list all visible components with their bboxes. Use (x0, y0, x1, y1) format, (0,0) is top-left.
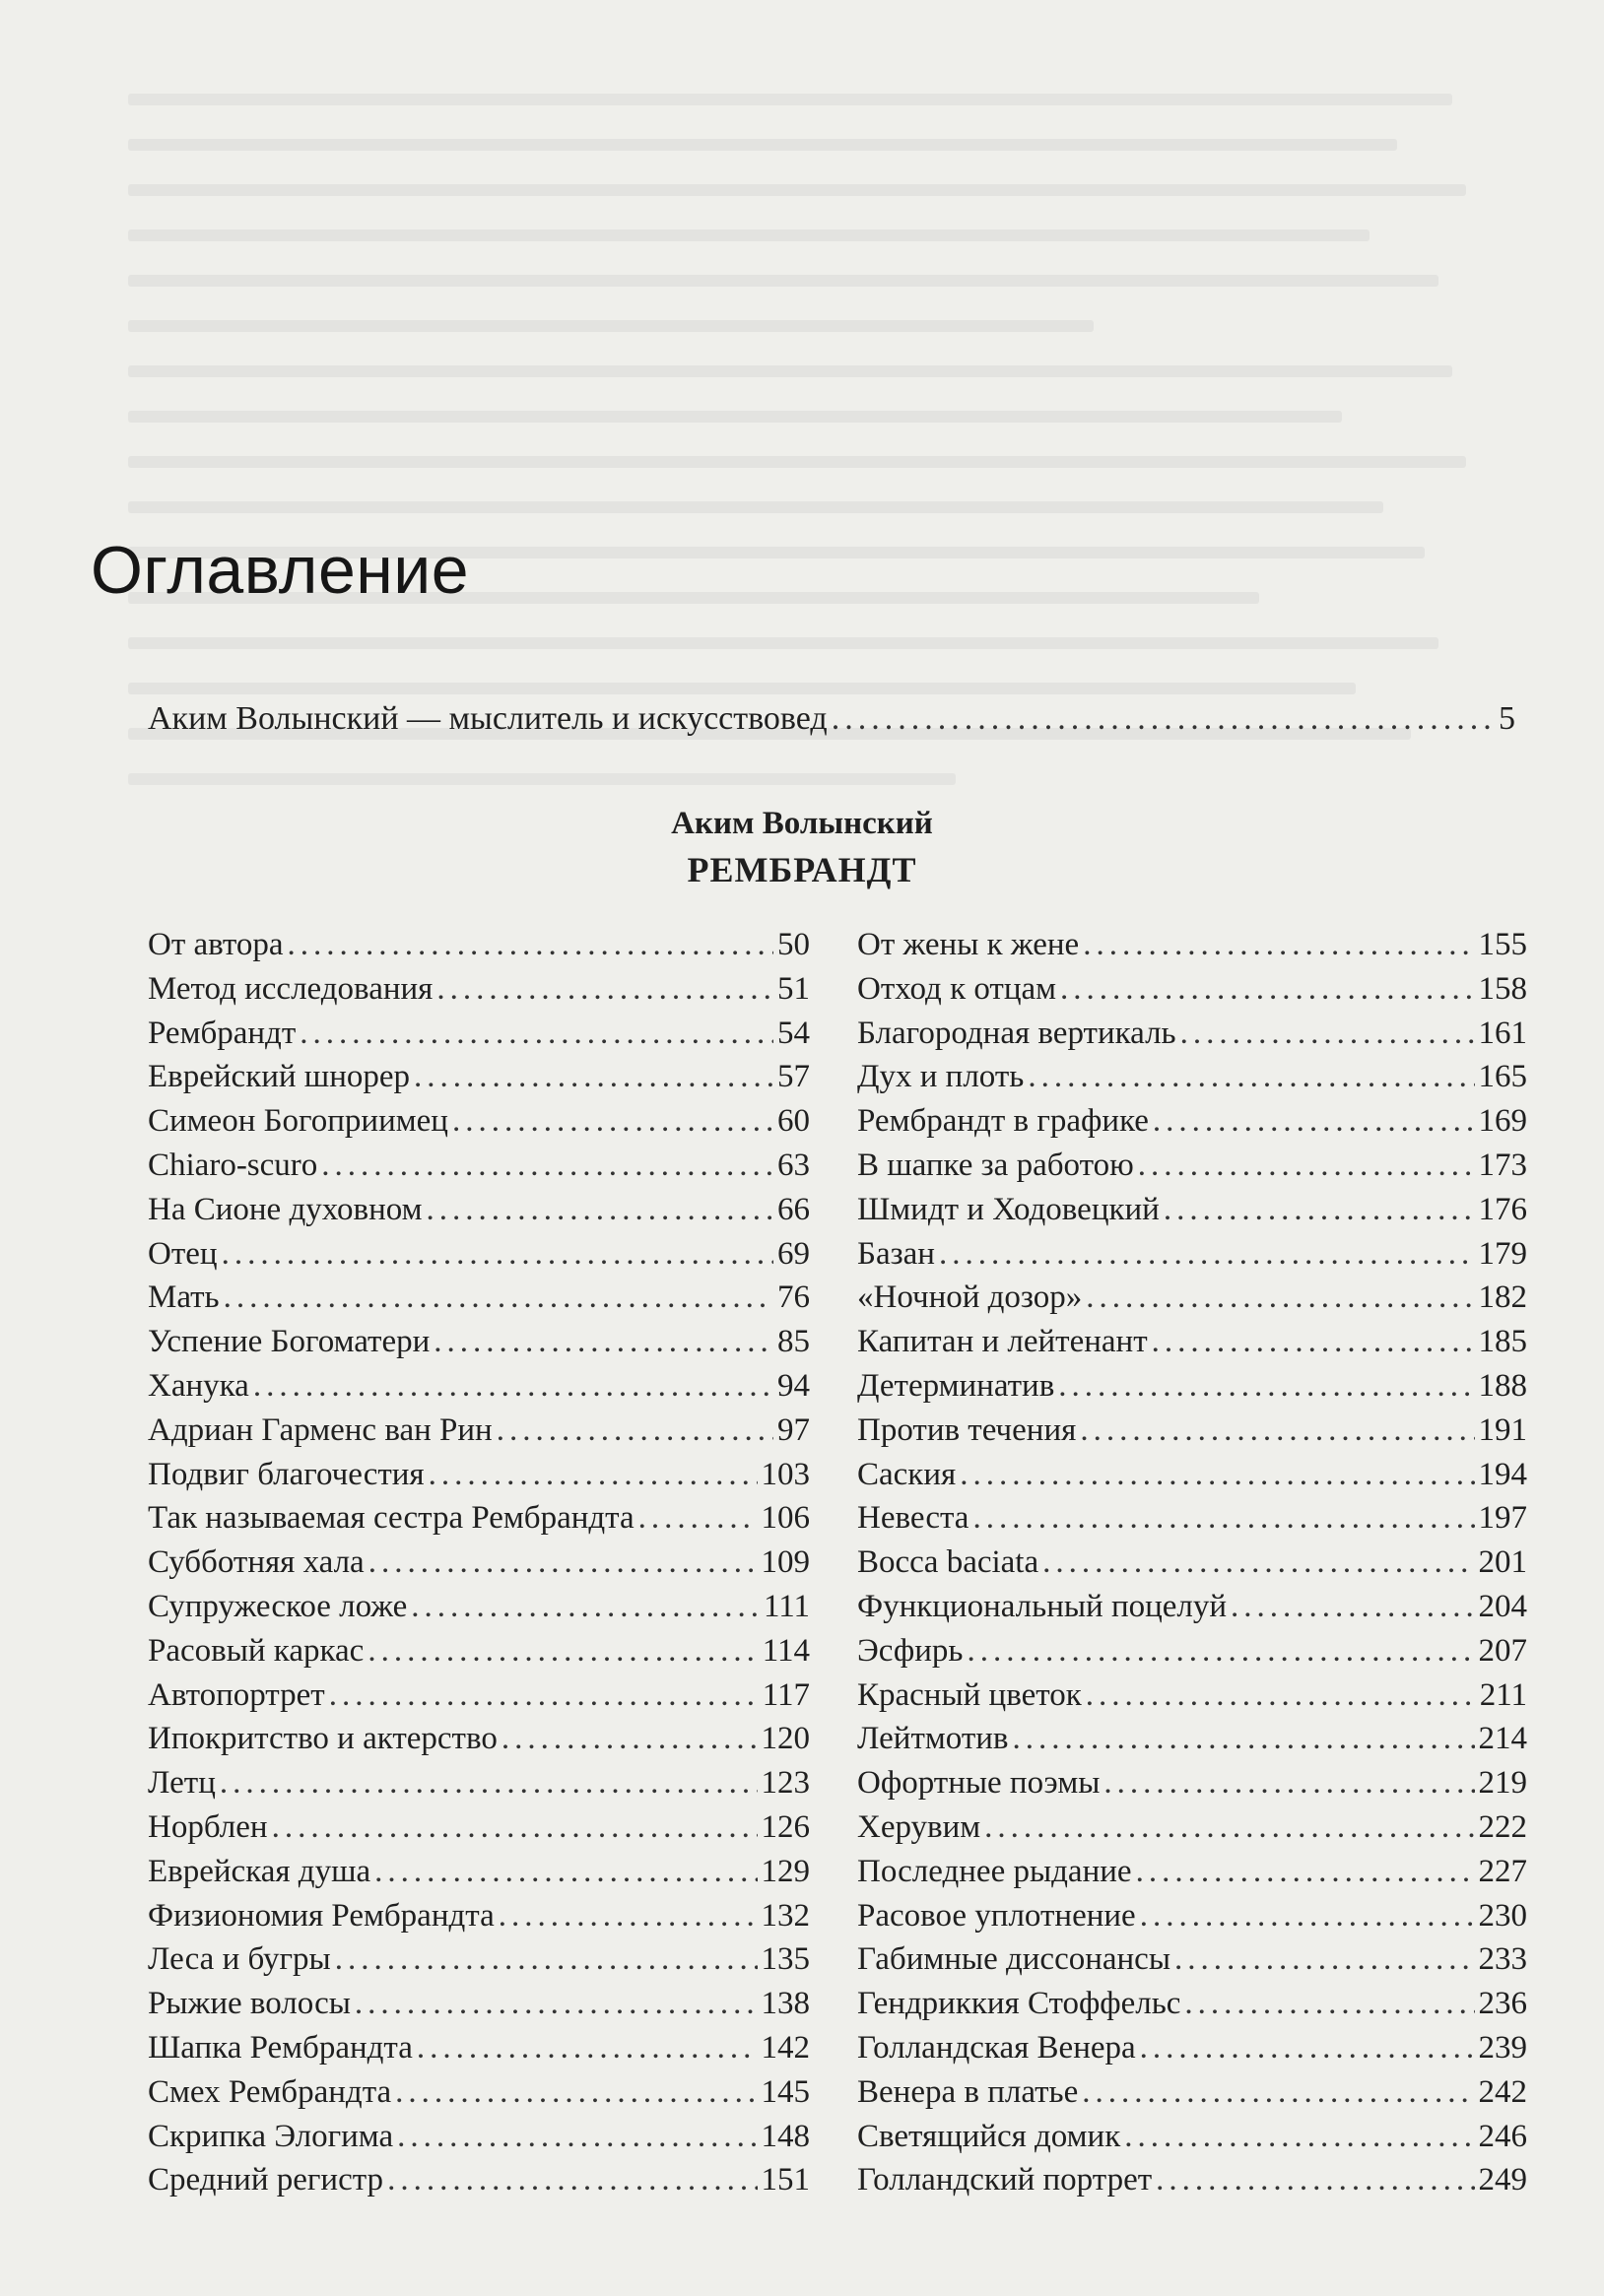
toc-entry-label: Расовый каркас (148, 1632, 365, 1669)
toc-entry-label: Аким Волынский — мыслитель и искусствовед (148, 700, 828, 737)
dot-leader (272, 1805, 758, 1850)
toc-entry[interactable] (857, 2158, 1527, 2202)
toc-entry[interactable] (148, 1717, 810, 1761)
toc-entry-label: Благородная вертикаль (857, 1015, 1176, 1051)
dot-leader (397, 2115, 757, 2159)
toc-entry[interactable] (148, 1453, 810, 1497)
dot-leader (288, 923, 773, 967)
toc-entry-label: Отец (148, 1235, 218, 1272)
toc-entry[interactable] (857, 923, 1527, 967)
toc-entry-label: Chiaro-scuro (148, 1147, 318, 1183)
toc-entry[interactable] (148, 1144, 810, 1188)
toc-entry-page: 63 (777, 1147, 810, 1183)
toc-entry-label: Капитан и лейтенант (857, 1324, 1148, 1360)
toc-entry-label: Отход к отцам (857, 970, 1057, 1007)
dot-leader (1083, 923, 1474, 967)
toc-entry[interactable] (857, 1894, 1527, 1938)
toc-entry[interactable] (857, 1012, 1527, 1056)
dot-leader (321, 1144, 773, 1188)
toc-entry-page: 5 (1499, 700, 1515, 737)
dot-leader (1013, 1717, 1475, 1761)
toc-entry[interactable] (857, 1364, 1527, 1409)
toc-entry-page: 155 (1478, 927, 1527, 962)
toc-entry-label: Рембрандт (148, 1015, 297, 1051)
toc-entry-label: Гендриккия Стоффельс (857, 1986, 1181, 2022)
page-title: Оглавление (91, 533, 470, 608)
dot-leader (939, 1232, 1475, 1277)
toc-entry[interactable] (857, 1320, 1527, 1364)
toc-entry-page: 50 (777, 927, 810, 962)
toc-entry-label: Еврейская душа (148, 1853, 371, 1889)
toc-entry-page: 97 (777, 1411, 810, 1448)
toc-entry-label: Против течения (857, 1411, 1077, 1448)
dot-leader (300, 1012, 773, 1056)
dot-leader (411, 1585, 760, 1629)
toc-entry[interactable] (857, 1805, 1527, 1850)
dot-leader (1028, 1055, 1474, 1099)
toc-entry[interactable] (857, 1937, 1527, 1982)
dot-leader (497, 1409, 773, 1453)
toc-entry-label: Детерминатив (857, 1367, 1055, 1404)
toc-entry[interactable] (857, 2115, 1527, 2159)
toc-entry-label: Средний регистр (148, 2162, 384, 2198)
toc-entry-label: «Ночной дозор» (857, 1279, 1083, 1316)
toc-entry-page: 111 (763, 1588, 810, 1624)
toc-entry-label: Шмидт и Ходовецкий (857, 1191, 1160, 1227)
toc-entry-label: Скрипка Элогима (148, 2118, 394, 2154)
dot-leader (1042, 1541, 1474, 1585)
toc-entry[interactable] (857, 1453, 1527, 1497)
toc-entry-page: 66 (777, 1191, 810, 1227)
dot-leader (1164, 1188, 1475, 1232)
section-author: Аким Волынский (671, 806, 933, 841)
toc-entry-label: Невеста (857, 1500, 969, 1537)
toc-entry[interactable] (148, 1055, 810, 1099)
toc-entry-page: 207 (1478, 1632, 1527, 1669)
toc-entry-page: 109 (761, 1544, 810, 1581)
toc-entry[interactable] (148, 1761, 810, 1805)
toc-entry[interactable] (857, 1717, 1527, 1761)
toc-entry-page: 194 (1478, 1456, 1527, 1492)
section-book-title: РЕМБРАНДТ (687, 850, 917, 889)
toc-entry-label: Саския (857, 1456, 957, 1492)
dot-leader (329, 1673, 759, 1718)
toc-right-column (857, 923, 1527, 2202)
toc-left-column (148, 923, 810, 2202)
toc-entry-page: 230 (1478, 1897, 1527, 1934)
toc-entry-page: 211 (1479, 1676, 1527, 1713)
dot-leader (1231, 1585, 1474, 1629)
toc-entry-page: 214 (1478, 1721, 1527, 1757)
toc-entry-page: 179 (1478, 1235, 1527, 1272)
toc-entry[interactable] (148, 2115, 810, 2159)
toc-entry-label: Норблен (148, 1808, 268, 1845)
toc-entry[interactable] (148, 1541, 810, 1585)
toc-entry-label: Шапка Рембрандта (148, 2029, 413, 2066)
toc-entry-label: Еврейский шнорер (148, 1059, 411, 1095)
toc-entry-label: От автора (148, 927, 284, 962)
toc-entry[interactable] (857, 1673, 1527, 1718)
toc-entry-label: Лейтмотив (857, 1721, 1009, 1757)
dot-leader (335, 1937, 758, 1982)
toc-entry[interactable] (148, 1894, 810, 1938)
toc-entry-label: Последнее рыдание (857, 1853, 1132, 1889)
toc-entry[interactable] (148, 967, 810, 1012)
toc-entry-label: Автопортрет (148, 1676, 325, 1713)
toc-entry-page: 169 (1478, 1103, 1527, 1140)
toc-entry-page: 135 (761, 1941, 810, 1978)
dot-leader (253, 1364, 773, 1409)
toc-entry-page: 158 (1478, 970, 1527, 1007)
dot-leader (638, 1496, 758, 1541)
toc-entry-label: Ипокритство и актерство (148, 1721, 498, 1757)
dot-leader (368, 1541, 758, 1585)
dot-leader (220, 1761, 758, 1805)
toc-entry-page: 69 (777, 1235, 810, 1272)
toc-entry-label: Леса и бугры (148, 1941, 331, 1978)
toc-entry-page: 204 (1478, 1588, 1527, 1624)
toc-entry-label: Смех Рембрандта (148, 2073, 392, 2110)
toc-entry-label: Так называемая сестра Рембрандта (148, 1500, 635, 1537)
dot-leader (1140, 1894, 1475, 1938)
toc-entry-label: Адриан Гарменс ван Рин (148, 1411, 493, 1448)
toc-entry[interactable] (857, 1850, 1527, 1894)
toc-entry-label: От жены к жене (857, 927, 1080, 962)
toc-entry[interactable] (148, 1805, 810, 1850)
toc-entry-page: 85 (777, 1324, 810, 1360)
toc-entry[interactable] (857, 2070, 1527, 2115)
toc-entry-label: Летц (148, 1765, 216, 1802)
toc-entry[interactable] (148, 1188, 810, 1232)
dot-leader (1080, 1409, 1474, 1453)
toc-entry[interactable] (148, 1850, 810, 1894)
dot-leader (832, 697, 1495, 742)
toc-entry[interactable] (148, 1629, 810, 1673)
toc-entry-label: Мать (148, 1279, 220, 1316)
dot-leader (374, 1850, 757, 1894)
toc-entry-label: Супружеское ложе (148, 1588, 408, 1624)
dot-leader (1184, 1982, 1474, 2026)
toc-entry[interactable] (148, 1585, 810, 1629)
toc-entry-label: Красный цветок (857, 1676, 1082, 1713)
dot-leader (417, 2026, 758, 2070)
dot-leader (1138, 1144, 1475, 1188)
toc-entry-label: Симеон Богоприимец (148, 1103, 448, 1140)
toc-entry[interactable] (148, 1320, 810, 1364)
toc-entry[interactable] (148, 1937, 810, 1982)
toc-entry[interactable] (857, 1982, 1527, 2026)
toc-entry-label: Эсфирь (857, 1632, 964, 1669)
toc-entry-label: Функциональный поцелуй (857, 1588, 1228, 1624)
toc-entry-label: Дух и плоть (857, 1059, 1025, 1095)
toc-entry-page: 106 (761, 1500, 810, 1537)
toc-entry[interactable] (148, 1409, 810, 1453)
toc-entry-page: 165 (1478, 1059, 1527, 1095)
toc-entry-page: 114 (762, 1632, 810, 1669)
dot-leader (499, 1894, 758, 1938)
dot-leader (395, 2070, 757, 2115)
toc-entry-page: 242 (1478, 2073, 1527, 2110)
toc-entry-label: Базан (857, 1235, 935, 1272)
toc-entry-page: 182 (1478, 1279, 1527, 1316)
toc-entry-label: Херувим (857, 1808, 981, 1845)
dot-leader (1082, 2070, 1474, 2115)
toc-entry-page: 120 (761, 1721, 810, 1757)
toc-entry-page: 191 (1478, 1411, 1527, 1448)
toc-entry-label: Расовое уплотнение (857, 1897, 1136, 1934)
toc-entry-page: 132 (761, 1897, 810, 1934)
toc-entry[interactable] (148, 1673, 810, 1718)
dot-leader (1136, 1850, 1475, 1894)
toc-entry[interactable] (857, 1409, 1527, 1453)
dot-leader (429, 1453, 758, 1497)
toc-entry-page: 103 (761, 1456, 810, 1492)
toc-entry[interactable] (148, 2158, 810, 2202)
toc-entry-page: 138 (761, 1986, 810, 2022)
toc-entry-label: Успение Богоматери (148, 1324, 431, 1360)
toc-entry-page: 188 (1478, 1367, 1527, 1404)
dot-leader (368, 1629, 758, 1673)
toc-entry[interactable] (857, 1188, 1527, 1232)
toc-entry-page: 54 (777, 1015, 810, 1051)
dot-leader (960, 1453, 1474, 1497)
show-through-text (128, 94, 1507, 862)
dot-leader (224, 1276, 773, 1320)
toc-entry[interactable] (857, 1099, 1527, 1144)
dot-leader (414, 1055, 773, 1099)
toc-entry-label: В шапке за работою (857, 1147, 1134, 1183)
toc-entry[interactable] (857, 1055, 1527, 1099)
toc-entry[interactable] (148, 1276, 810, 1320)
dot-leader (355, 1982, 758, 2026)
toc-entry[interactable] (857, 1761, 1527, 1805)
toc-entry-page: 201 (1478, 1544, 1527, 1581)
toc-entry[interactable] (148, 2026, 810, 2070)
toc-entry[interactable] (148, 1232, 810, 1277)
toc-entry[interactable] (857, 1629, 1527, 1673)
toc-entry-page: 176 (1478, 1191, 1527, 1227)
toc-entry-page: 129 (761, 1853, 810, 1889)
toc-entry-label: Метод исследования (148, 970, 434, 1007)
dot-leader (1152, 1320, 1475, 1364)
toc-entry-page: 94 (777, 1367, 810, 1404)
dot-leader (427, 1188, 774, 1232)
dot-leader (1156, 2158, 1474, 2202)
toc-entry-page: 126 (761, 1808, 810, 1845)
dot-leader (1086, 1276, 1474, 1320)
toc-entry-page: 57 (777, 1059, 810, 1095)
dot-leader (436, 967, 773, 1012)
toc-entry-label: Подвиг благочестия (148, 1456, 425, 1492)
dot-leader (1124, 2115, 1474, 2159)
toc-entry-page: 76 (777, 1279, 810, 1316)
toc-entry-page: 173 (1478, 1147, 1527, 1183)
toc-entry[interactable] (148, 923, 810, 967)
toc-entry-label: Bocca baciata (857, 1544, 1039, 1581)
toc-entry[interactable] (857, 1232, 1527, 1277)
dot-leader (967, 1629, 1474, 1673)
toc-entry-label: Физиономия Рембрандта (148, 1897, 495, 1934)
toc-entry-label: Светящийся домик (857, 2118, 1121, 2154)
toc-entry-label: Рыжие волосы (148, 1986, 351, 2022)
dot-leader (452, 1099, 773, 1144)
toc-entry-page: 239 (1478, 2029, 1527, 2066)
toc-entry[interactable] (857, 967, 1527, 1012)
toc-entry-label: Субботняя хала (148, 1544, 365, 1581)
toc-entry[interactable] (148, 1012, 810, 1056)
dot-leader (1103, 1761, 1474, 1805)
toc-entry-label: Ханука (148, 1367, 249, 1404)
toc-entry-page: 123 (761, 1765, 810, 1802)
toc-entry-page: 246 (1478, 2118, 1527, 2154)
toc-entry-page: 148 (761, 2118, 810, 2154)
dot-leader (501, 1717, 758, 1761)
toc-entry[interactable] (857, 1144, 1527, 1188)
toc-entry[interactable] (857, 1496, 1527, 1541)
dot-leader (984, 1805, 1474, 1850)
toc-entry-page: 161 (1478, 1015, 1527, 1051)
dot-leader (1140, 2026, 1475, 2070)
dot-leader (387, 2158, 757, 2202)
dot-leader (1058, 1364, 1474, 1409)
toc-entry-label: Венера в платье (857, 2073, 1079, 2110)
toc-entry-label: Габимные диссонансы (857, 1941, 1170, 1978)
toc-entry-page: 145 (761, 2073, 810, 2110)
toc-entry-page: 142 (761, 2029, 810, 2066)
toc-entry-label: Офортные поэмы (857, 1765, 1101, 1802)
dot-leader (972, 1496, 1474, 1541)
dot-leader (1086, 1673, 1476, 1718)
toc-entry-page: 249 (1478, 2162, 1527, 2198)
toc-entry-page: 60 (777, 1103, 810, 1140)
dot-leader (434, 1320, 773, 1364)
toc-entry-page: 236 (1478, 1986, 1527, 2022)
dot-leader (1174, 1937, 1475, 1982)
dot-leader (1060, 967, 1474, 1012)
toc-entry-label: На Сионе духовном (148, 1191, 423, 1227)
toc-entry-page: 185 (1478, 1324, 1527, 1360)
toc-entry[interactable] (148, 1496, 810, 1541)
toc-entry[interactable] (148, 1099, 810, 1144)
toc-entry-label: Голландский портрет (857, 2162, 1153, 2198)
toc-entry[interactable] (857, 1541, 1527, 1585)
toc-entry[interactable] (148, 2070, 810, 2115)
toc-entry[interactable] (857, 1585, 1527, 1629)
toc-entry-page: 222 (1478, 1808, 1527, 1845)
toc-entry[interactable] (857, 1276, 1527, 1320)
toc-entry-page: 233 (1478, 1941, 1527, 1978)
dot-leader (1180, 1012, 1475, 1056)
toc-entry-page: 227 (1478, 1853, 1527, 1889)
toc-intro-entry[interactable] (148, 697, 1515, 742)
toc-entry-label: Рембрандт в графике (857, 1103, 1149, 1140)
dot-leader (1153, 1099, 1475, 1144)
toc-entry-page: 197 (1478, 1500, 1527, 1537)
dot-leader (222, 1232, 773, 1277)
toc-entry[interactable] (148, 1982, 810, 2026)
toc-entry-page: 51 (777, 970, 810, 1007)
toc-entry[interactable] (857, 2026, 1527, 2070)
toc-entry[interactable] (148, 1364, 810, 1409)
toc-entry-label: Голландская Венера (857, 2029, 1136, 2066)
toc-entry-page: 151 (761, 2162, 810, 2198)
toc-entry-page: 117 (762, 1676, 810, 1713)
toc-entry-page: 219 (1478, 1765, 1527, 1802)
